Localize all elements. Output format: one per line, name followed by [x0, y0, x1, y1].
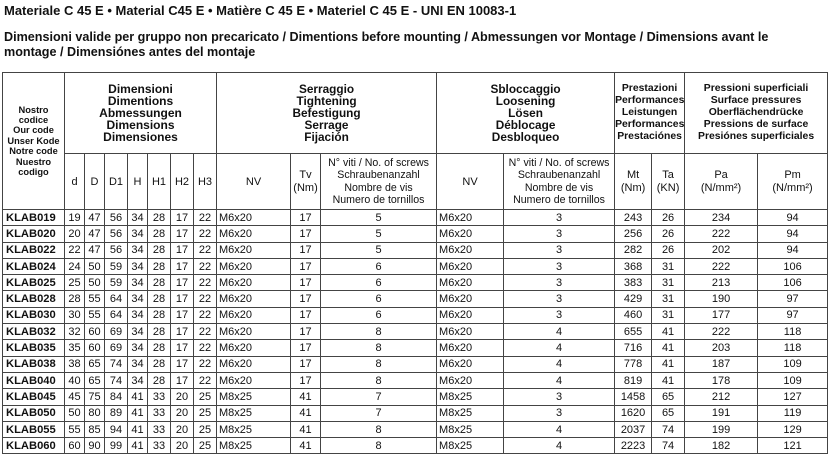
cell-code: KLAB055	[3, 421, 65, 437]
cell-mt: 1620	[615, 405, 652, 421]
cell-tv: 41	[291, 389, 321, 405]
header-screws-loosening: N° viti / No. of screws Schraubenanzahl Nombre de vis Numero de tornillos	[504, 154, 615, 210]
cell-mt: 243	[615, 210, 652, 226]
cell-mt: 655	[615, 324, 652, 340]
cell-D: 80	[85, 405, 105, 421]
cell-nv-tightening: M6x20	[217, 372, 291, 388]
cell-nv-tightening: M6x20	[217, 324, 291, 340]
cell-screws-loosening: 4	[504, 438, 615, 454]
cell-D: 55	[85, 307, 105, 323]
cell-pm: 118	[758, 324, 828, 340]
cell-d: 22	[65, 242, 85, 258]
table-row	[3, 421, 828, 437]
cell-nv-loosening: M6x20	[437, 307, 504, 323]
cell-nv-tightening: M6x20	[217, 307, 291, 323]
cell-tv: 17	[291, 275, 321, 291]
cell-D1: 56	[105, 242, 128, 258]
cell-D1: 64	[105, 307, 128, 323]
cell-nv-loosening: M6x20	[437, 226, 504, 242]
cell-tv: 17	[291, 356, 321, 372]
header-H1: H1	[148, 154, 171, 210]
cell-screws-loosening: 4	[504, 421, 615, 437]
cell-H2: 17	[171, 324, 194, 340]
cell-nv-tightening: M6x20	[217, 242, 291, 258]
cell-tv: 17	[291, 307, 321, 323]
cell-d: 35	[65, 340, 85, 356]
cell-H: 41	[128, 389, 148, 405]
cell-D: 65	[85, 356, 105, 372]
cell-H2: 20	[171, 405, 194, 421]
header-pm: Pm (N/mm²)	[758, 154, 828, 210]
cell-mt: 460	[615, 307, 652, 323]
cell-d: 32	[65, 324, 85, 340]
cell-H3: 22	[194, 372, 217, 388]
cell-screws-tightening: 5	[321, 242, 437, 258]
cell-screws-tightening: 6	[321, 258, 437, 274]
cell-nv-loosening: M6x20	[437, 356, 504, 372]
cell-H: 34	[128, 356, 148, 372]
page-title: Materiale C 45 E • Material C45 E • Matière C 45 E • Materiel C 45 E - UNI EN 10083-1	[4, 3, 517, 18]
cell-H1: 28	[148, 226, 171, 242]
cell-nv-tightening: M8x25	[217, 438, 291, 454]
cell-mt: 282	[615, 242, 652, 258]
table-row	[3, 356, 828, 372]
cell-screws-loosening: 3	[504, 242, 615, 258]
cell-ta: 31	[652, 258, 685, 274]
cell-code: KLAB025	[3, 275, 65, 291]
header-group-performance: Prestazioni Performances Leistungen Performances Prestaciónes	[615, 73, 685, 154]
cell-pa: 191	[685, 405, 758, 421]
cell-D1: 56	[105, 226, 128, 242]
cell-pm: 109	[758, 372, 828, 388]
cell-H: 41	[128, 438, 148, 454]
header-screws-tightening: N° viti / No. of screws Schraubenanzahl Nombre de vis Numero de tornillos	[321, 154, 437, 210]
cell-nv-loosening: M6x20	[437, 258, 504, 274]
cell-d: 50	[65, 405, 85, 421]
cell-ta: 41	[652, 372, 685, 388]
header-group-tightening: Serraggio Tightening Befestigung Serrage Fijación	[217, 73, 437, 154]
cell-nv-tightening: M6x20	[217, 210, 291, 226]
cell-H: 41	[128, 405, 148, 421]
cell-H1: 28	[148, 324, 171, 340]
header-H: H	[128, 154, 148, 210]
cell-pm: 94	[758, 242, 828, 258]
cell-H2: 20	[171, 389, 194, 405]
cell-screws-loosening: 4	[504, 356, 615, 372]
cell-pa: 212	[685, 389, 758, 405]
cell-screws-tightening: 5	[321, 226, 437, 242]
cell-screws-loosening: 3	[504, 258, 615, 274]
cell-screws-tightening: 6	[321, 291, 437, 307]
cell-nv-tightening: M8x25	[217, 405, 291, 421]
cell-H3: 22	[194, 275, 217, 291]
cell-H: 41	[128, 421, 148, 437]
header-mt: Mt (Nm)	[615, 154, 652, 210]
cell-H1: 33	[148, 421, 171, 437]
cell-D1: 59	[105, 275, 128, 291]
cell-H2: 17	[171, 242, 194, 258]
cell-D1: 56	[105, 210, 128, 226]
header-group-loosening: Sbloccaggio Loosening Lösen Déblocage Desbloqueo	[437, 73, 615, 154]
cell-H2: 17	[171, 226, 194, 242]
cell-pa: 182	[685, 438, 758, 454]
cell-D: 47	[85, 226, 105, 242]
cell-screws-loosening: 3	[504, 307, 615, 323]
page-subtitle: Dimensioni valide per gruppo non precaricato / Dimentions before mounting / Abmessungen vor Montage / Dimensions avant le montage / Dimensiónes antes del montaje	[4, 30, 769, 59]
cell-nv-loosening: M6x20	[437, 324, 504, 340]
cell-pa: 222	[685, 324, 758, 340]
cell-nv-loosening: M6x20	[437, 210, 504, 226]
cell-d: 38	[65, 356, 85, 372]
cell-nv-tightening: M6x20	[217, 258, 291, 274]
cell-screws-loosening: 3	[504, 210, 615, 226]
cell-d: 55	[65, 421, 85, 437]
cell-ta: 74	[652, 438, 685, 454]
cell-code: KLAB038	[3, 356, 65, 372]
cell-H1: 28	[148, 340, 171, 356]
cell-d: 28	[65, 291, 85, 307]
cell-H1: 28	[148, 242, 171, 258]
header-D: D	[85, 154, 105, 210]
cell-screws-tightening: 5	[321, 210, 437, 226]
cell-ta: 41	[652, 356, 685, 372]
cell-code: KLAB060	[3, 438, 65, 454]
cell-screws-tightening: 8	[321, 324, 437, 340]
cell-ta: 74	[652, 421, 685, 437]
cell-pm: 94	[758, 226, 828, 242]
cell-code: KLAB024	[3, 258, 65, 274]
cell-tv: 17	[291, 324, 321, 340]
specifications-table	[2, 72, 828, 454]
cell-nv-tightening: M6x20	[217, 275, 291, 291]
cell-pm: 97	[758, 291, 828, 307]
cell-H3: 22	[194, 210, 217, 226]
cell-screws-tightening: 8	[321, 421, 437, 437]
cell-H2: 17	[171, 307, 194, 323]
cell-d: 60	[65, 438, 85, 454]
cell-code: KLAB045	[3, 389, 65, 405]
table-row	[3, 324, 828, 340]
cell-pa: 203	[685, 340, 758, 356]
cell-pm: 127	[758, 389, 828, 405]
cell-H: 34	[128, 372, 148, 388]
cell-pm: 118	[758, 340, 828, 356]
cell-mt: 1458	[615, 389, 652, 405]
cell-H1: 33	[148, 438, 171, 454]
cell-D1: 84	[105, 389, 128, 405]
header-H3: H3	[194, 154, 217, 210]
cell-code: KLAB022	[3, 242, 65, 258]
cell-code: KLAB028	[3, 291, 65, 307]
header-tv: Tv (Nm)	[291, 154, 321, 210]
cell-H: 34	[128, 226, 148, 242]
cell-screws-loosening: 3	[504, 226, 615, 242]
cell-D: 75	[85, 389, 105, 405]
cell-nv-loosening: M6x20	[437, 340, 504, 356]
cell-tv: 41	[291, 438, 321, 454]
cell-nv-loosening: M6x20	[437, 242, 504, 258]
cell-mt: 2223	[615, 438, 652, 454]
cell-D1: 69	[105, 340, 128, 356]
cell-mt: 819	[615, 372, 652, 388]
cell-nv-loosening: M8x25	[437, 389, 504, 405]
table-row	[3, 210, 828, 226]
cell-screws-tightening: 8	[321, 438, 437, 454]
cell-H1: 28	[148, 307, 171, 323]
cell-D1: 59	[105, 258, 128, 274]
table-row	[3, 340, 828, 356]
cell-code: KLAB030	[3, 307, 65, 323]
cell-D: 65	[85, 372, 105, 388]
cell-tv: 17	[291, 291, 321, 307]
cell-D: 55	[85, 291, 105, 307]
cell-pa: 199	[685, 421, 758, 437]
cell-H3: 25	[194, 405, 217, 421]
cell-code: KLAB040	[3, 372, 65, 388]
cell-tv: 17	[291, 372, 321, 388]
cell-H3: 22	[194, 291, 217, 307]
cell-H: 34	[128, 275, 148, 291]
header-code: Nostro codice Our code Unser Kode Notre code Nuestro codigo	[3, 73, 65, 210]
cell-d: 20	[65, 226, 85, 242]
cell-nv-tightening: M6x20	[217, 291, 291, 307]
cell-H: 34	[128, 340, 148, 356]
cell-code: KLAB032	[3, 324, 65, 340]
cell-H2: 17	[171, 210, 194, 226]
cell-H1: 28	[148, 258, 171, 274]
cell-mt: 716	[615, 340, 652, 356]
header-group-surface-pressures: Pressioni superficiali Surface pressures Oberflächendrücke Pressions de surface Presiónes superficiales	[685, 73, 828, 154]
cell-H2: 17	[171, 340, 194, 356]
table-row	[3, 242, 828, 258]
cell-pa: 213	[685, 275, 758, 291]
cell-H1: 28	[148, 275, 171, 291]
header-nv-tightening: NV	[217, 154, 291, 210]
cell-ta: 26	[652, 226, 685, 242]
cell-nv-loosening: M8x25	[437, 438, 504, 454]
cell-nv-tightening: M6x20	[217, 340, 291, 356]
cell-screws-tightening: 7	[321, 405, 437, 421]
cell-screws-loosening: 3	[504, 389, 615, 405]
cell-ta: 41	[652, 324, 685, 340]
cell-code: KLAB019	[3, 210, 65, 226]
cell-D1: 99	[105, 438, 128, 454]
cell-tv: 17	[291, 258, 321, 274]
cell-pa: 190	[685, 291, 758, 307]
cell-H2: 20	[171, 438, 194, 454]
cell-screws-loosening: 4	[504, 372, 615, 388]
table-row	[3, 405, 828, 421]
cell-tv: 41	[291, 405, 321, 421]
cell-pa: 222	[685, 258, 758, 274]
cell-screws-tightening: 8	[321, 372, 437, 388]
cell-d: 30	[65, 307, 85, 323]
cell-screws-loosening: 4	[504, 340, 615, 356]
cell-nv-loosening: M8x25	[437, 405, 504, 421]
table-row	[3, 307, 828, 323]
cell-screws-loosening: 3	[504, 275, 615, 291]
cell-ta: 65	[652, 405, 685, 421]
cell-H1: 28	[148, 291, 171, 307]
cell-tv: 41	[291, 421, 321, 437]
cell-pm: 97	[758, 307, 828, 323]
cell-H2: 17	[171, 258, 194, 274]
cell-D1: 94	[105, 421, 128, 437]
cell-tv: 17	[291, 340, 321, 356]
cell-d: 24	[65, 258, 85, 274]
cell-D: 60	[85, 324, 105, 340]
cell-nv-loosening: M6x20	[437, 291, 504, 307]
cell-D1: 74	[105, 372, 128, 388]
cell-D: 47	[85, 242, 105, 258]
cell-pm: 109	[758, 356, 828, 372]
cell-H3: 22	[194, 226, 217, 242]
cell-screws-tightening: 8	[321, 356, 437, 372]
cell-tv: 17	[291, 226, 321, 242]
cell-H3: 22	[194, 340, 217, 356]
table-row	[3, 438, 828, 454]
cell-H: 34	[128, 307, 148, 323]
cell-H: 34	[128, 258, 148, 274]
cell-code: KLAB020	[3, 226, 65, 242]
table-row	[3, 226, 828, 242]
table-body	[3, 210, 828, 454]
cell-nv-loosening: M6x20	[437, 275, 504, 291]
cell-screws-loosening: 3	[504, 291, 615, 307]
cell-pa: 178	[685, 372, 758, 388]
table-row	[3, 275, 828, 291]
cell-H: 34	[128, 210, 148, 226]
cell-D1: 74	[105, 356, 128, 372]
cell-code: KLAB050	[3, 405, 65, 421]
header-D1: D1	[105, 154, 128, 210]
cell-D: 60	[85, 340, 105, 356]
cell-H3: 22	[194, 324, 217, 340]
cell-H2: 17	[171, 291, 194, 307]
cell-pa: 177	[685, 307, 758, 323]
table-row	[3, 389, 828, 405]
cell-mt: 383	[615, 275, 652, 291]
cell-screws-tightening: 8	[321, 340, 437, 356]
table-row	[3, 258, 828, 274]
cell-d: 19	[65, 210, 85, 226]
cell-mt: 2037	[615, 421, 652, 437]
cell-mt: 368	[615, 258, 652, 274]
cell-tv: 17	[291, 210, 321, 226]
cell-H1: 33	[148, 405, 171, 421]
cell-H3: 22	[194, 356, 217, 372]
cell-pa: 234	[685, 210, 758, 226]
cell-H2: 17	[171, 356, 194, 372]
cell-D: 47	[85, 210, 105, 226]
header-group-dimensions: Dimensioni Dimentions Abmessungen Dimensions Dimensiones	[65, 73, 217, 154]
cell-H: 34	[128, 324, 148, 340]
cell-ta: 31	[652, 307, 685, 323]
cell-d: 45	[65, 389, 85, 405]
cell-D: 50	[85, 275, 105, 291]
cell-H3: 22	[194, 242, 217, 258]
cell-nv-tightening: M6x20	[217, 226, 291, 242]
cell-H3: 22	[194, 258, 217, 274]
cell-H2: 17	[171, 275, 194, 291]
cell-nv-tightening: M6x20	[217, 356, 291, 372]
cell-pm: 106	[758, 258, 828, 274]
cell-pa: 222	[685, 226, 758, 242]
cell-pm: 106	[758, 275, 828, 291]
header-d: d	[65, 154, 85, 210]
cell-pm: 121	[758, 438, 828, 454]
cell-nv-tightening: M8x25	[217, 421, 291, 437]
cell-ta: 26	[652, 210, 685, 226]
cell-D1: 64	[105, 291, 128, 307]
cell-screws-tightening: 6	[321, 307, 437, 323]
cell-nv-loosening: M6x20	[437, 372, 504, 388]
cell-H1: 33	[148, 389, 171, 405]
cell-screws-loosening: 4	[504, 324, 615, 340]
cell-H3: 25	[194, 389, 217, 405]
cell-tv: 17	[291, 242, 321, 258]
header-H2: H2	[171, 154, 194, 210]
cell-H: 34	[128, 291, 148, 307]
cell-d: 40	[65, 372, 85, 388]
cell-H: 34	[128, 242, 148, 258]
cell-D: 90	[85, 438, 105, 454]
cell-code: KLAB035	[3, 340, 65, 356]
cell-mt: 429	[615, 291, 652, 307]
header-nv-loosening: NV	[437, 154, 504, 210]
cell-screws-tightening: 7	[321, 389, 437, 405]
cell-pm: 129	[758, 421, 828, 437]
cell-ta: 65	[652, 389, 685, 405]
cell-D1: 69	[105, 324, 128, 340]
cell-nv-loosening: M8x25	[437, 421, 504, 437]
cell-screws-loosening: 3	[504, 405, 615, 421]
cell-ta: 31	[652, 291, 685, 307]
cell-D: 50	[85, 258, 105, 274]
header-ta: Ta (KN)	[652, 154, 685, 210]
cell-H2: 17	[171, 372, 194, 388]
cell-d: 25	[65, 275, 85, 291]
cell-H3: 25	[194, 421, 217, 437]
cell-nv-tightening: M8x25	[217, 389, 291, 405]
cell-ta: 31	[652, 275, 685, 291]
cell-ta: 41	[652, 340, 685, 356]
cell-D: 85	[85, 421, 105, 437]
cell-H3: 25	[194, 438, 217, 454]
header-pa: Pa (N/mm²)	[685, 154, 758, 210]
cell-H1: 28	[148, 210, 171, 226]
cell-pa: 187	[685, 356, 758, 372]
table-row	[3, 291, 828, 307]
cell-ta: 26	[652, 242, 685, 258]
cell-H3: 22	[194, 307, 217, 323]
cell-pa: 202	[685, 242, 758, 258]
cell-H2: 20	[171, 421, 194, 437]
table-row	[3, 372, 828, 388]
cell-mt: 256	[615, 226, 652, 242]
cell-pm: 94	[758, 210, 828, 226]
cell-screws-tightening: 6	[321, 275, 437, 291]
cell-D1: 89	[105, 405, 128, 421]
cell-H1: 28	[148, 372, 171, 388]
cell-H1: 28	[148, 356, 171, 372]
cell-mt: 778	[615, 356, 652, 372]
cell-pm: 119	[758, 405, 828, 421]
